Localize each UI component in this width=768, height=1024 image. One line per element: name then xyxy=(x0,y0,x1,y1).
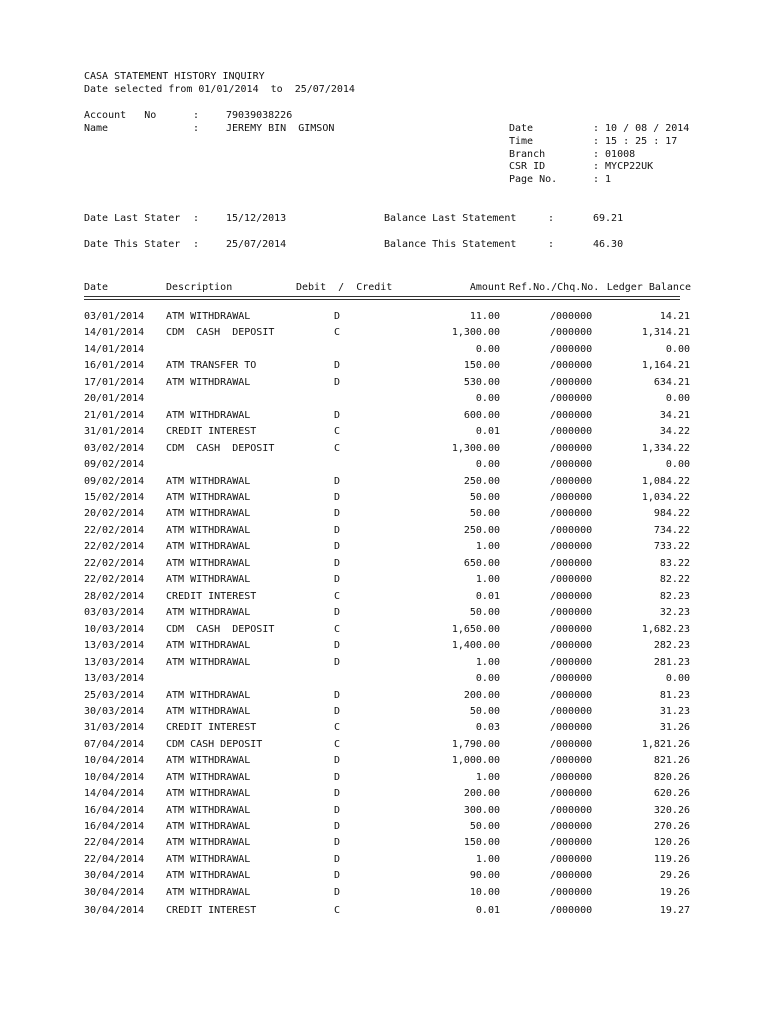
cell-ref: /000000 xyxy=(550,624,593,635)
cell-amount: 250.00 xyxy=(463,525,500,536)
cell-description: ATM WITHDRAWAL xyxy=(166,476,251,487)
cell-description: ATM WITHDRAWAL xyxy=(166,690,251,701)
cell-ledger-balance: 821.26 xyxy=(653,755,690,766)
cell-date: 03/03/2014 xyxy=(84,607,145,618)
cell-debit-credit: C xyxy=(334,443,341,454)
cell-debit-credit: D xyxy=(334,690,341,701)
balance-last-statement-colon: : xyxy=(548,213,555,224)
cell-debit-credit: D xyxy=(334,492,341,503)
cell-ref: /000000 xyxy=(550,854,593,865)
cell-date: 16/04/2014 xyxy=(84,805,145,816)
cell-ref: /000000 xyxy=(550,788,593,799)
cell-description: ATM WITHDRAWAL xyxy=(166,508,251,519)
cell-ledger-balance: 1,821.26 xyxy=(641,739,690,750)
cell-description: ATM WITHDRAWAL xyxy=(166,410,251,421)
cell-debit-credit: D xyxy=(334,574,341,585)
cell-debit-credit: D xyxy=(334,657,341,668)
cell-amount: 1.00 xyxy=(475,772,500,783)
cell-amount: 0.01 xyxy=(475,591,500,602)
cell-description: ATM WITHDRAWAL xyxy=(166,805,251,816)
cell-debit-credit: D xyxy=(334,311,341,322)
cell-debit-credit: D xyxy=(334,887,341,898)
cell-ref: /000000 xyxy=(550,459,593,470)
cell-ledger-balance: 984.22 xyxy=(653,508,690,519)
cell-amount: 600.00 xyxy=(463,410,500,421)
col-header-amount: Amount xyxy=(469,282,506,293)
cell-debit-credit: C xyxy=(334,591,341,602)
cell-ledger-balance: 14.21 xyxy=(659,311,690,322)
cell-amount: 650.00 xyxy=(463,558,500,569)
cell-debit-credit: D xyxy=(334,558,341,569)
cell-description: ATM WITHDRAWAL xyxy=(166,558,251,569)
cell-date: 30/04/2014 xyxy=(84,870,145,881)
cell-ref: /000000 xyxy=(550,410,593,421)
cell-amount: 11.00 xyxy=(469,311,500,322)
col-header-ref: Ref.No./Chq.No. xyxy=(509,282,600,293)
cell-amount: 50.00 xyxy=(469,821,500,832)
cell-ref: /000000 xyxy=(550,905,593,916)
cell-description: CREDIT INTEREST xyxy=(166,591,257,602)
cell-debit-credit: C xyxy=(334,722,341,733)
cell-amount: 0.00 xyxy=(475,393,500,404)
cell-amount: 1.00 xyxy=(475,854,500,865)
cell-amount: 0.00 xyxy=(475,673,500,684)
col-header-ledger-balance: Ledger Balance xyxy=(606,282,691,293)
cell-ref: /000000 xyxy=(550,755,593,766)
cell-amount: 1,400.00 xyxy=(451,640,500,651)
cell-debit-credit: D xyxy=(334,508,341,519)
cell-description: CDM CASH DEPOSIT xyxy=(166,327,275,338)
cell-date: 30/04/2014 xyxy=(84,905,145,916)
cell-ref: /000000 xyxy=(550,673,593,684)
cell-amount: 300.00 xyxy=(463,805,500,816)
cell-description: ATM WITHDRAWAL xyxy=(166,887,251,898)
cell-amount: 50.00 xyxy=(469,508,500,519)
session-page-label: Page No. xyxy=(509,174,558,185)
cell-ref: /000000 xyxy=(550,476,593,487)
cell-debit-credit: C xyxy=(334,327,341,338)
cell-ref: /000000 xyxy=(550,443,593,454)
cell-description: ATM WITHDRAWAL xyxy=(166,640,251,651)
cell-ref: /000000 xyxy=(550,739,593,750)
cell-amount: 0.00 xyxy=(475,344,500,355)
cell-ref: /000000 xyxy=(550,327,593,338)
col-header-date: Date xyxy=(84,282,109,293)
cell-date: 22/02/2014 xyxy=(84,558,145,569)
cell-ref: /000000 xyxy=(550,574,593,585)
cell-debit-credit: D xyxy=(334,870,341,881)
cell-ref: /000000 xyxy=(550,837,593,848)
cell-description: ATM WITHDRAWAL xyxy=(166,755,251,766)
cell-amount: 1,650.00 xyxy=(451,624,500,635)
cell-debit-credit: D xyxy=(334,377,341,388)
cell-ref: /000000 xyxy=(550,360,593,371)
cell-amount: 0.03 xyxy=(475,722,500,733)
cell-ledger-balance: 31.26 xyxy=(659,722,690,733)
cell-debit-credit: D xyxy=(334,607,341,618)
cell-debit-credit: D xyxy=(334,360,341,371)
cell-description: ATM WITHDRAWAL xyxy=(166,706,251,717)
cell-description: ATM WITHDRAWAL xyxy=(166,311,251,322)
cell-description: ATM WITHDRAWAL xyxy=(166,525,251,536)
cell-amount: 50.00 xyxy=(469,492,500,503)
cell-date: 13/03/2014 xyxy=(84,657,145,668)
cell-ledger-balance: 82.22 xyxy=(659,574,690,585)
cell-amount: 50.00 xyxy=(469,607,500,618)
session-branch-value: : 01008 xyxy=(593,149,636,160)
cell-description: ATM WITHDRAWAL xyxy=(166,870,251,881)
cell-ledger-balance: 734.22 xyxy=(653,525,690,536)
cell-date: 20/02/2014 xyxy=(84,508,145,519)
cell-ledger-balance: 29.26 xyxy=(659,870,690,881)
cell-amount: 1.00 xyxy=(475,541,500,552)
cell-amount: 1,300.00 xyxy=(451,443,500,454)
cell-amount: 0.00 xyxy=(475,459,500,470)
cell-ref: /000000 xyxy=(550,591,593,602)
cell-ref: /000000 xyxy=(550,426,593,437)
cell-date: 28/02/2014 xyxy=(84,591,145,602)
cell-ledger-balance: 19.26 xyxy=(659,887,690,898)
cell-date: 07/04/2014 xyxy=(84,739,145,750)
cell-ref: /000000 xyxy=(550,722,593,733)
cell-ledger-balance: 620.26 xyxy=(653,788,690,799)
session-csr-value: : MYCP22UK xyxy=(593,161,654,172)
balance-this-statement-label: Balance This Statement xyxy=(384,239,517,250)
date-this-statement-value: 25/07/2014 xyxy=(226,239,287,250)
cell-debit-credit: D xyxy=(334,640,341,651)
cell-ref: /000000 xyxy=(550,640,593,651)
cell-debit-credit: D xyxy=(334,854,341,865)
cell-debit-credit: C xyxy=(334,624,341,635)
cell-ref: /000000 xyxy=(550,508,593,519)
cell-debit-credit: D xyxy=(334,805,341,816)
balance-this-statement-value: 46.30 xyxy=(593,239,624,250)
cell-description: ATM WITHDRAWAL xyxy=(166,574,251,585)
cell-amount: 1.00 xyxy=(475,657,500,668)
cell-date: 16/01/2014 xyxy=(84,360,145,371)
cell-date: 30/03/2014 xyxy=(84,706,145,717)
cell-amount: 150.00 xyxy=(463,837,500,848)
cell-debit-credit: D xyxy=(334,706,341,717)
cell-date: 03/01/2014 xyxy=(84,311,145,322)
report-title: CASA STATEMENT HISTORY INQUIRY xyxy=(84,71,265,82)
cell-date: 31/03/2014 xyxy=(84,722,145,733)
cell-ledger-balance: 34.21 xyxy=(659,410,690,421)
cell-date: 22/04/2014 xyxy=(84,837,145,848)
cell-ref: /000000 xyxy=(550,377,593,388)
name-colon: : xyxy=(193,123,200,134)
cell-date: 15/02/2014 xyxy=(84,492,145,503)
cell-date: 13/03/2014 xyxy=(84,673,145,684)
cell-debit-credit: C xyxy=(334,739,341,750)
cell-date: 16/04/2014 xyxy=(84,821,145,832)
cell-date: 30/04/2014 xyxy=(84,887,145,898)
cell-ledger-balance: 634.21 xyxy=(653,377,690,388)
cell-ref: /000000 xyxy=(550,541,593,552)
cell-ledger-balance: 1,314.21 xyxy=(641,327,690,338)
cell-description: CREDIT INTEREST xyxy=(166,905,257,916)
cell-ledger-balance: 1,164.21 xyxy=(641,360,690,371)
col-header-debit-credit: Debit / Credit xyxy=(296,282,393,293)
cell-ledger-balance: 1,084.22 xyxy=(641,476,690,487)
cell-description: CDM CASH DEPOSIT xyxy=(166,624,275,635)
cell-amount: 1,300.00 xyxy=(451,327,500,338)
cell-ref: /000000 xyxy=(550,492,593,503)
cell-date: 17/01/2014 xyxy=(84,377,145,388)
cell-date: 10/04/2014 xyxy=(84,755,145,766)
cell-ref: /000000 xyxy=(550,607,593,618)
account-no-label: Account No xyxy=(84,110,157,121)
cell-amount: 0.01 xyxy=(475,905,500,916)
cell-ref: /000000 xyxy=(550,525,593,536)
cell-debit-credit: D xyxy=(334,788,341,799)
cell-date: 13/03/2014 xyxy=(84,640,145,651)
cell-description: ATM WITHDRAWAL xyxy=(166,492,251,503)
cell-ledger-balance: 83.22 xyxy=(659,558,690,569)
cell-description: CREDIT INTEREST xyxy=(166,426,257,437)
name-value: JEREMY BIN GIMSON xyxy=(226,123,335,134)
cell-date: 20/01/2014 xyxy=(84,393,145,404)
cell-date: 25/03/2014 xyxy=(84,690,145,701)
cell-description: ATM WITHDRAWAL xyxy=(166,854,251,865)
cell-ledger-balance: 820.26 xyxy=(653,772,690,783)
cell-amount: 150.00 xyxy=(463,360,500,371)
cell-ledger-balance: 1,682.23 xyxy=(641,624,690,635)
cell-amount: 1,790.00 xyxy=(451,739,500,750)
cell-ledger-balance: 19.27 xyxy=(659,905,690,916)
cell-description: ATM WITHDRAWAL xyxy=(166,607,251,618)
cell-ledger-balance: 32.23 xyxy=(659,607,690,618)
cell-description: ATM WITHDRAWAL xyxy=(166,772,251,783)
session-time-value: : 15 : 25 : 17 xyxy=(593,136,678,147)
cell-debit-credit: C xyxy=(334,426,341,437)
cell-amount: 1,000.00 xyxy=(451,755,500,766)
cell-date: 22/02/2014 xyxy=(84,541,145,552)
session-csr-label: CSR ID xyxy=(509,161,546,172)
cell-date: 14/01/2014 xyxy=(84,344,145,355)
balance-this-statement-colon: : xyxy=(548,239,555,250)
cell-ref: /000000 xyxy=(550,657,593,668)
cell-ledger-balance: 34.22 xyxy=(659,426,690,437)
cell-ledger-balance: 270.26 xyxy=(653,821,690,832)
session-branch-label: Branch xyxy=(509,149,546,160)
cell-debit-credit: D xyxy=(334,541,341,552)
session-date-label: Date xyxy=(509,123,534,134)
cell-ledger-balance: 119.26 xyxy=(653,854,690,865)
col-header-description: Description xyxy=(166,282,233,293)
header-double-rule xyxy=(84,296,680,300)
cell-date: 10/03/2014 xyxy=(84,624,145,635)
cell-description: ATM WITHDRAWAL xyxy=(166,377,251,388)
cell-ref: /000000 xyxy=(550,870,593,881)
cell-ledger-balance: 0.00 xyxy=(665,344,690,355)
cell-amount: 200.00 xyxy=(463,788,500,799)
cell-ref: /000000 xyxy=(550,311,593,322)
cell-amount: 250.00 xyxy=(463,476,500,487)
cell-description: ATM WITHDRAWAL xyxy=(166,541,251,552)
cell-ref: /000000 xyxy=(550,805,593,816)
cell-ledger-balance: 733.22 xyxy=(653,541,690,552)
name-label: Name xyxy=(84,123,109,134)
cell-debit-credit: D xyxy=(334,525,341,536)
date-last-statement-colon: : xyxy=(193,213,200,224)
cell-amount: 50.00 xyxy=(469,706,500,717)
cell-description: CDM CASH DEPOSIT xyxy=(166,739,263,750)
cell-date: 22/02/2014 xyxy=(84,525,145,536)
cell-ref: /000000 xyxy=(550,558,593,569)
cell-ledger-balance: 0.00 xyxy=(665,673,690,684)
cell-ledger-balance: 282.23 xyxy=(653,640,690,651)
cell-amount: 90.00 xyxy=(469,870,500,881)
cell-ref: /000000 xyxy=(550,393,593,404)
cell-ledger-balance: 31.23 xyxy=(659,706,690,717)
cell-ledger-balance: 120.26 xyxy=(653,837,690,848)
balance-last-statement-label: Balance Last Statement xyxy=(384,213,517,224)
account-no-colon: : xyxy=(193,110,200,121)
cell-ledger-balance: 81.23 xyxy=(659,690,690,701)
date-this-statement-label: Date This Stater xyxy=(84,239,181,250)
cell-date: 22/04/2014 xyxy=(84,854,145,865)
cell-ledger-balance: 281.23 xyxy=(653,657,690,668)
cell-description: ATM WITHDRAWAL xyxy=(166,821,251,832)
cell-description: ATM WITHDRAWAL xyxy=(166,657,251,668)
cell-date: 22/02/2014 xyxy=(84,574,145,585)
cell-amount: 530.00 xyxy=(463,377,500,388)
cell-ledger-balance: 1,334.22 xyxy=(641,443,690,454)
cell-ledger-balance: 0.00 xyxy=(665,459,690,470)
cell-description: ATM TRANSFER TO xyxy=(166,360,257,371)
cell-ledger-balance: 0.00 xyxy=(665,393,690,404)
cell-ref: /000000 xyxy=(550,706,593,717)
cell-ref: /000000 xyxy=(550,887,593,898)
cell-description: CDM CASH DEPOSIT xyxy=(166,443,275,454)
session-date-value: : 10 / 08 / 2014 xyxy=(593,123,690,134)
cell-date: 21/01/2014 xyxy=(84,410,145,421)
cell-amount: 1.00 xyxy=(475,574,500,585)
session-page-value: : 1 xyxy=(593,174,612,185)
cell-description: CREDIT INTEREST xyxy=(166,722,257,733)
cell-date: 09/02/2014 xyxy=(84,459,145,470)
cell-debit-credit: D xyxy=(334,837,341,848)
account-no-value: 79039038226 xyxy=(226,110,293,121)
cell-debit-credit: D xyxy=(334,755,341,766)
balance-last-statement-value: 69.21 xyxy=(593,213,624,224)
cell-date: 14/04/2014 xyxy=(84,788,145,799)
cell-amount: 10.00 xyxy=(469,887,500,898)
cell-amount: 200.00 xyxy=(463,690,500,701)
cell-description: ATM WITHDRAWAL xyxy=(166,788,251,799)
date-last-statement-label: Date Last Stater xyxy=(84,213,181,224)
session-time-label: Time xyxy=(509,136,534,147)
date-this-statement-colon: : xyxy=(193,239,200,250)
cell-ledger-balance: 1,034.22 xyxy=(641,492,690,503)
cell-date: 31/01/2014 xyxy=(84,426,145,437)
cell-description: ATM WITHDRAWAL xyxy=(166,837,251,848)
cell-ledger-balance: 82.23 xyxy=(659,591,690,602)
cell-ref: /000000 xyxy=(550,344,593,355)
cell-amount: 0.01 xyxy=(475,426,500,437)
cell-debit-credit: D xyxy=(334,821,341,832)
cell-ref: /000000 xyxy=(550,821,593,832)
cell-debit-credit: D xyxy=(334,410,341,421)
cell-date: 10/04/2014 xyxy=(84,772,145,783)
date-range: Date selected from 01/01/2014 to 25/07/2014 xyxy=(84,84,355,95)
cell-ref: /000000 xyxy=(550,690,593,701)
cell-date: 14/01/2014 xyxy=(84,327,145,338)
cell-date: 03/02/2014 xyxy=(84,443,145,454)
cell-debit-credit: D xyxy=(334,476,341,487)
cell-ref: /000000 xyxy=(550,772,593,783)
cell-date: 09/02/2014 xyxy=(84,476,145,487)
cell-debit-credit: C xyxy=(334,905,341,916)
cell-debit-credit: D xyxy=(334,772,341,783)
date-last-statement-value: 15/12/2013 xyxy=(226,213,287,224)
cell-ledger-balance: 320.26 xyxy=(653,805,690,816)
